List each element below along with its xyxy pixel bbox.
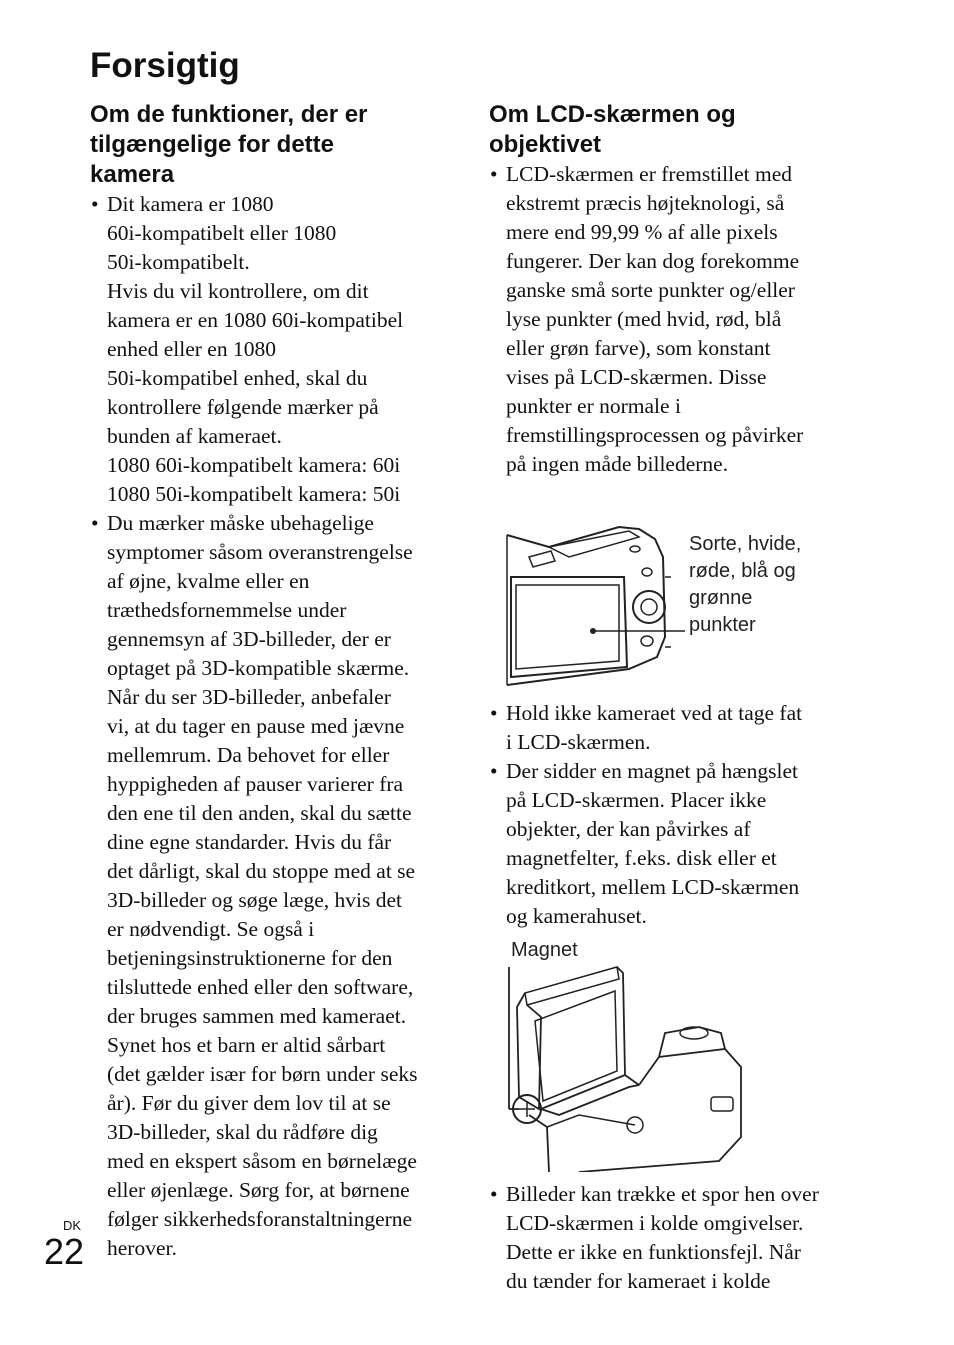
text-line: på ingen måde billederne. [506, 452, 729, 476]
text-line: bunden af kameraet. [107, 424, 282, 448]
text-line: år). Før du giver dem lov til at se [107, 1091, 391, 1115]
text-line: og kamerahuset. [506, 904, 647, 928]
text-line: betjeningsinstruktionerne for den [107, 946, 393, 970]
text-line: mellemrum. Da behovet for eller [107, 743, 390, 767]
camera-tilted-lcd-illustration [489, 937, 849, 1172]
text-line: 50i-kompatibel enhed, skal du [107, 366, 368, 390]
left-column [90, 100, 450, 1263]
text-line: 1080 60i-kompatibelt kamera: 60i [107, 453, 401, 477]
text-line: • Der sidder en magnet på hængslet [506, 759, 798, 783]
text-line: Når du ser 3D-billeder, anbefaler [107, 685, 391, 709]
text-line: ganske små sorte punkter og/eller [506, 278, 795, 302]
text-line: den ene til den anden, skal du sætte [107, 801, 412, 825]
text-line: hyppigheden af pauser varierer fra [107, 772, 404, 796]
text-line: dine egne standarder. Hvis du får [107, 830, 392, 854]
figure2-callout-magnet: Magnet [511, 939, 578, 961]
text-line: ekstremt præcis højteknologi, så [506, 191, 785, 215]
text-line: eller øjenlæge. Sørg for, at børnene [107, 1178, 410, 1202]
text-line: mere end 99,99 % af alle pixels [506, 220, 778, 244]
text-line: kreditkort, mellem LCD-skærmen [506, 875, 800, 899]
text-line: symptomer såsom overanstrengelse [107, 540, 413, 564]
text-line: følger sikkerhedsforanstaltningerne [107, 1207, 413, 1231]
callout-line: røde, blå og [689, 560, 796, 582]
text-line: 60i-kompatibelt eller 1080 [107, 221, 337, 245]
text-line: på LCD-skærmen. Placer ikke [506, 788, 767, 812]
text-line: eller grøn farve), som konstant [506, 336, 771, 360]
text-line: (det gælder især for børn under seks [107, 1062, 418, 1086]
text-line: gennemsyn af 3D-billeder, der er [107, 627, 391, 651]
right-column [489, 100, 849, 1296]
heading-line: Om de funktioner, der er [90, 101, 368, 128]
text-line: • Dit kamera er 1080 [107, 192, 274, 216]
heading-line: objektivet [489, 131, 602, 158]
text-line: i LCD-skærmen. [506, 730, 651, 754]
bullet-list-lcd-3 [489, 1180, 849, 1296]
text-line: optaget på 3D-kompatible skærme. [107, 656, 410, 680]
text-line: af øjne, kvalme eller en [107, 569, 310, 593]
text-line: er nødvendigt. Se også i [107, 917, 315, 941]
text-line: vises på LCD-skærmen. Disse [506, 365, 767, 389]
page-number: 22 [44, 1231, 85, 1272]
figure1-callout [689, 531, 849, 639]
bullet-3d-viewing [90, 509, 450, 1263]
figure-magnet [489, 937, 849, 1172]
text-line: med en ekspert såsom en børnelæge [107, 1149, 417, 1173]
text-line: 1080 50i-kompatibelt kamera: 50i [107, 482, 401, 506]
text-line: det dårligt, skal du stoppe med at se [107, 859, 416, 883]
text-line: Dette er ikke en funktionsfejl. Når [506, 1240, 801, 1264]
callout-line: Sorte, hvide, [689, 533, 802, 555]
page-title: Forsigtig [90, 46, 240, 85]
bullet-list-functions [90, 190, 450, 1263]
text-line: magnetfelter, f.eks. disk eller et [506, 846, 777, 870]
text-line: punkter er normale i [506, 394, 681, 418]
bullet-hold-camera [489, 699, 849, 757]
text-line: 3D-billeder, skal du rådføre dig [107, 1120, 378, 1144]
text-line: • Hold ikke kameraet ved at tage fat [506, 701, 803, 725]
bullet-list-lcd-2 [489, 699, 849, 931]
language-tag: DK [63, 1218, 82, 1233]
text-line: lyse punkter (med hvid, rød, blå [506, 307, 782, 331]
section-heading-functions [90, 100, 450, 190]
section-heading-lcd [489, 100, 849, 160]
text-line: enhed eller en 1080 [107, 337, 276, 361]
figure-lcd-pixels [489, 517, 849, 687]
heading-line: Om LCD-skærmen og [489, 101, 736, 128]
text-line: 3D-billeder og søge læge, hvis det [107, 888, 402, 912]
text-line: du tænder for kameraet i kolde [506, 1269, 771, 1293]
bullet-compatibility [90, 190, 450, 509]
heading-line: kamera [90, 161, 175, 188]
text-line: 50i-kompatibelt. [107, 250, 250, 274]
callout-line: punkter [689, 614, 756, 636]
text-line: kamera er en 1080 60i-kompatibel [107, 308, 404, 332]
text-line: Hvis du vil kontrollere, om dit [107, 279, 369, 303]
text-line: LCD-skærmen i kolde omgivelser. [506, 1211, 804, 1235]
text-line: herover. [107, 1236, 177, 1260]
text-line: Synet hos et barn er altid sårbart [107, 1033, 386, 1057]
bullet-lcd-pixels [489, 160, 849, 479]
text-line: fungerer. Der kan dog forekomme [506, 249, 800, 273]
heading-line: tilgængelige for dette [90, 131, 335, 158]
callout-line: grønne [689, 587, 753, 609]
text-line: • Billeder kan trække et spor hen over [506, 1182, 819, 1206]
text-line: fremstillingsprocessen og påvirker [506, 423, 804, 447]
bullet-cold-environment [489, 1180, 849, 1296]
bullet-list-lcd-1 [489, 160, 849, 479]
text-line: kontrollere følgende mærker på [107, 395, 379, 419]
bullet-magnet [489, 757, 849, 931]
text-line: vi, at du tager en pause med jævne [107, 714, 405, 738]
text-line: træthedsfornemmelse under [107, 598, 347, 622]
text-line: der bruges sammen med kameraet. [107, 1004, 407, 1028]
text-line: objekter, der kan påvirkes af [506, 817, 751, 841]
text-line: • LCD-skærmen er fremstillet med [506, 162, 792, 186]
text-line: tilsluttede enhed eller den software, [107, 975, 414, 999]
text-line: • Du mærker måske ubehagelige [107, 511, 374, 535]
